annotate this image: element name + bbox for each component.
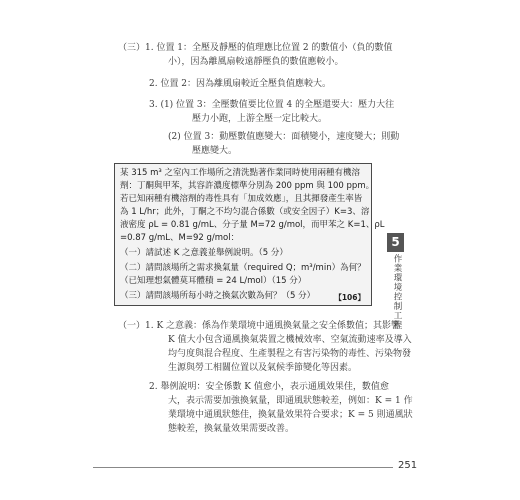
answer-line: (2) 位置 3：動壓數值應變大：面積變小，速度變大；則動 [168, 132, 400, 142]
question-item: （一）請試述 K 之意義並舉例說明。（5 分） [120, 248, 288, 258]
answer-line: K 值大小包含通風換氣裝置之機械效率、空氣流動速率及導入 [168, 335, 412, 345]
answer-line: 壓力小跑，上游全壓一定比較大。 [192, 114, 328, 124]
answer-line: 2. 位置 2：因為離風扇較近全壓負值應較大。 [149, 79, 332, 89]
question-line: 某 315 m³ 之室內工作場所之清洗點著作業同時使用兩種有機溶 [120, 168, 361, 178]
chapter-tab-title: 作業環境控制工程 [392, 254, 402, 330]
question-item: （三）請問該場所每小時之換氣次數為何？（5 分） [120, 291, 316, 301]
question-line: 為 1 L/hr；此外，丁酮之不均匀混合係數（或安全因子）K=3、溶 [120, 207, 370, 217]
question-line: 若已知兩種有機溶劑的毒性具有「加成效應」，且其揮發產生率皆 [120, 194, 363, 204]
answer-line: 業環境中通風狀態佳，換氣量效果符合要求；K = 5 則通風狀 [168, 410, 413, 420]
answer-line: 大，表示需要加強換氣量，即通風狀態較差，例如：K = 1 作 [168, 396, 413, 406]
answer-line: 態較差，換氣量效果需要改善。 [168, 424, 295, 434]
question-box [114, 163, 385, 306]
answer-line: 壓應變大。 [192, 146, 238, 156]
answer-line: 3. (1) 位置 3：全壓數值要比位置 4 的全壓還要大：壓力大往 [149, 100, 395, 110]
question-item: （二）請問該場所之需求換氣量（required Q；m³/min）為何？ [120, 263, 366, 273]
answer-line: 小），因為離風扇較遠靜壓負的數值應較小。 [168, 57, 344, 67]
answer-line: 生源與勞工相關位置以及氣候季節變化等因素。 [168, 363, 358, 373]
answer-line: （一）1. K 之意義：係為作業環境中通風換氣量之安全係數值；其影響 [118, 321, 401, 331]
footer-rule [93, 467, 393, 468]
question-line: =0.87 g/mL、M=92 g/mol： [120, 233, 240, 243]
chapter-tab-number: 5 [387, 233, 404, 252]
answer-line: （三）1. 位置 1：全壓及靜壓的值理應比位置 2 的數值小（負的數值 [118, 43, 393, 53]
question-line: 液密度 ρL = 0.81 g/mL、分子量 M=72 g/mol，而甲苯之 K=1、ρL [120, 220, 385, 230]
answer-line: 均勻度與混合程度、生產製程之有害污染物的毒性、污染物發 [168, 349, 412, 359]
question-line: 劑：丁酮與甲苯，其容許濃度標準分別為 200 ppm 與 100 ppm。 [120, 181, 375, 191]
exam-code: 【106】 [334, 293, 365, 302]
page-number: 251 [398, 460, 418, 471]
answer-line: 2. 舉例說明：安全係數 K 值愈小，表示通風效果佳，數值愈 [149, 382, 389, 392]
question-item-note: （已知理想氣體莫耳體積 = 24 L/mol）（15 分） [120, 276, 307, 286]
